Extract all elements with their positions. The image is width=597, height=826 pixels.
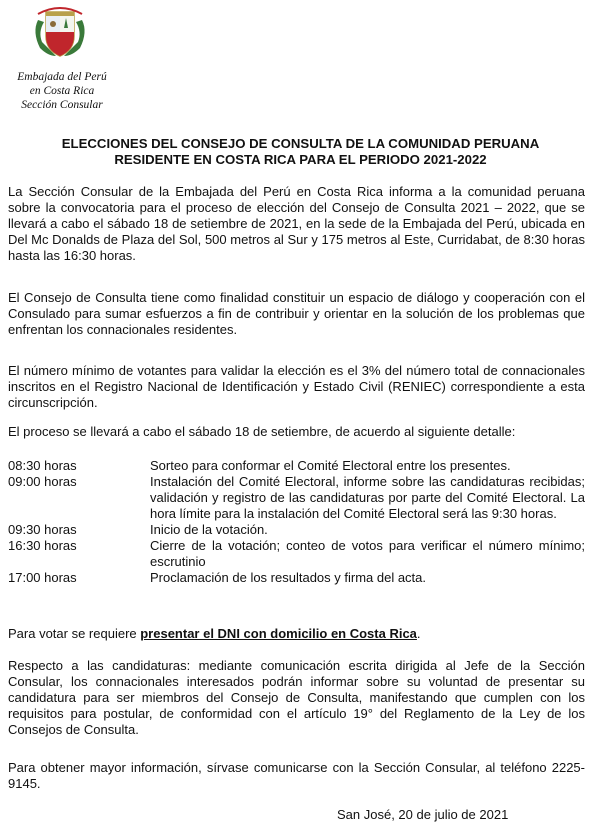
paragraph-2: El Consejo de Consulta tiene como finalidad constituir un espacio de diálogo y cooperación con el Consulado para sumar esfuerzos a fin de contribuir y orientar en la solución de los problemas que enfrentan los connacionales residentes. — [8, 290, 585, 337]
embassy-section: Sección Consular — [21, 99, 103, 111]
embassy-country: en Costa Rica — [29, 85, 95, 97]
schedule-description: Cierre de la votación; conteo de votos para verificar el número mínimo; escrutinio — [150, 538, 585, 569]
requirement-suffix: . — [416, 626, 421, 641]
schedule-table — [8, 458, 585, 586]
schedule-time: 09:30 horas — [8, 522, 77, 537]
document-title — [28, 136, 573, 168]
schedule-row — [8, 474, 585, 522]
schedule-description: Inicio de la votación. — [150, 522, 268, 537]
requirement-prefix: Para votar se requiere — [8, 626, 141, 641]
coat-of-arms-icon — [30, 2, 90, 62]
schedule-row — [8, 458, 585, 474]
embassy-header — [12, 70, 112, 112]
paragraph-7: Para obtener mayor información, sírvase comunicarse con la Sección Consular, al teléfono 2225-9145. — [8, 760, 585, 791]
paragraph-6: Respecto a las candidaturas: mediante comunicación escrita dirigida al Jefe de la Sección Consular, los connacionales interesados podrán informar sobre su voluntad de presentar su candidatura para ser miembros del Consejo de Consulta, manifestando que cumplen con los requisitos para postular, de conformidad con el artículo 19° del Reglamento de la Ley de los Consejos de Consulta. — [8, 658, 585, 737]
paragraph-5 — [8, 626, 585, 642]
schedule-row — [8, 522, 585, 538]
paragraph-3: El número mínimo de votantes para validar la elección es el 3% del número total de connacionales inscritos en el Registro Nacional de Identificación y Estado Civil (RENIEC) correspondiente a esta circunscripción. — [8, 363, 585, 410]
schedule-row — [8, 538, 585, 570]
schedule-time: 16:30 horas — [8, 538, 77, 553]
schedule-row — [8, 570, 585, 586]
embassy-name: Embajada del Perú — [17, 71, 107, 83]
requirement-emphasis: presentar el DNI con domicilio en Costa Rica — [140, 626, 417, 641]
schedule-time: 08:30 horas — [8, 458, 77, 473]
schedule-time: 17:00 horas — [8, 570, 77, 585]
schedule-description: Proclamación de los resultados y firma del acta. — [150, 570, 427, 585]
paragraph-1: La Sección Consular de la Embajada del Perú en Costa Rica informa a la comunidad peruana sobre la convocatoria para el proceso de elección del Consejo de Consulta 2021 – 2022, que se llevará a cabo el sábado 18 de setiembre de 2021, en la sede de la Embajada del Perú, ubicada en Del Mc Donalds de Plaza del Sol, 500 metros al Sur y 175 metros al Este, Curridabat, de 8:30 horas hasta las 16:30 horas. — [8, 184, 585, 263]
title-line-2: RESIDENTE EN COSTA RICA PARA EL PERIODO 2021-2022 — [114, 152, 487, 167]
paragraph-4: El proceso se llevará a cabo el sábado 18 de setiembre, de acuerdo al siguiente detalle: — [8, 424, 516, 439]
schedule-description: Instalación del Comité Electoral, informe sobre las candidaturas recibidas; validación y registro de las candidaturas por parte del Comité Electoral. La hora límite para la instalación del Comité Electoral será las 9:30 horas. — [150, 474, 585, 521]
signature-date: San José, 20 de julio de 2021 — [337, 807, 509, 822]
title-line-1: ELECCIONES DEL CONSEJO DE CONSULTA DE LA COMUNIDAD PERUANA — [61, 136, 540, 151]
schedule-description: Sorteo para conformar el Comité Electoral entre los presentes. — [150, 458, 511, 473]
schedule-time: 09:00 horas — [8, 474, 77, 489]
